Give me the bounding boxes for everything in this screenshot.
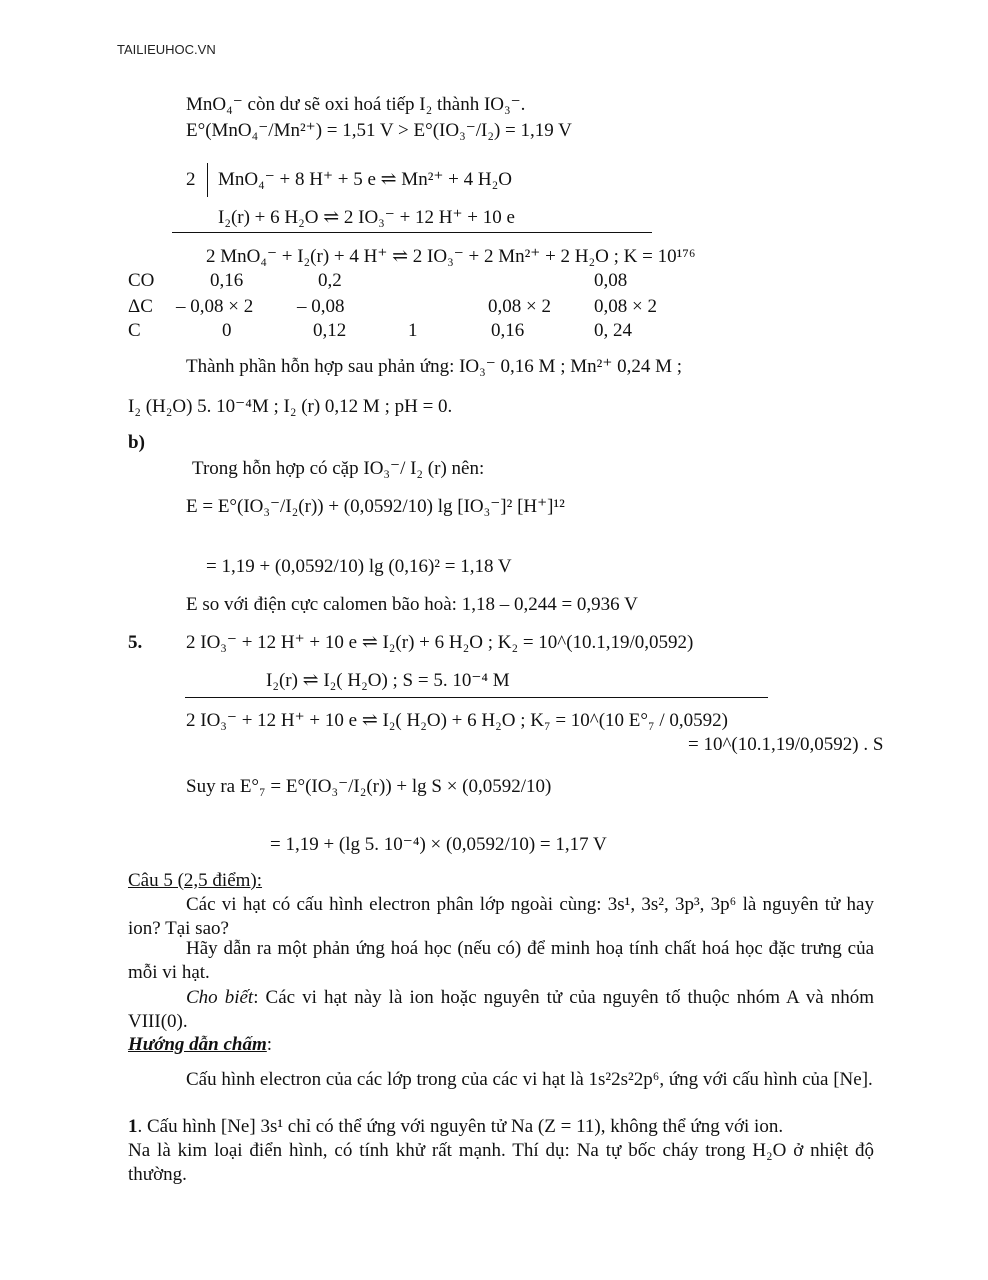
nernst-equation: E = E°(IO₃⁻/I₂(r)) + (0,0592/10) lg [IO₃⁻]² [H⁺]¹² bbox=[186, 496, 565, 517]
part-5-eq2: I₂(r) ⇌ I₂( H₂O) ; S = 5. 10⁻⁴ M bbox=[266, 670, 510, 691]
cell-dc-mno4: – 0,08 × 2 bbox=[176, 296, 254, 317]
cell-dc-io3: 0,08 × 2 bbox=[488, 296, 551, 317]
question-5-p1: Các vi hạt có cấu hình electron phân lớp ngoài cùng: 3s¹, 3s², 3p³, 3p⁶ là nguyên tử hay ion? Tại sao? bbox=[128, 894, 874, 939]
composition-line-1: Thành phần hỗn hợp sau phản ứng: IO₃⁻ 0,16 M ; Mn²⁺ 0,24 M ; bbox=[186, 356, 683, 377]
guide-heading bbox=[128, 1034, 272, 1056]
coefficient-bar bbox=[207, 163, 208, 197]
guide-p3: Na là kim loại điển hình, có tính khử rất mạnh. Thí dụ: Na tự bốc cháy trong H₂O ở nhiệt độ thường. bbox=[128, 1140, 874, 1185]
cell-c-io3: 0,16 bbox=[491, 320, 525, 341]
guide-item-number: 1 bbox=[128, 1116, 138, 1137]
cell-co-i2: 0,2 bbox=[318, 270, 342, 291]
cell-dc-i2: – 0,08 bbox=[297, 296, 345, 317]
calomel-comparison: E so với điện cực calomen bão hoà: 1,18 – 0,244 = 0,936 V bbox=[186, 594, 638, 615]
cell-c-i2: 0,12 bbox=[313, 320, 347, 341]
eq1-coefficient: 2 bbox=[186, 169, 196, 190]
cell-c-mno4: 0 bbox=[222, 320, 232, 341]
guide-p2 bbox=[128, 1115, 874, 1139]
part-b-label: b) bbox=[128, 432, 145, 453]
composition-line-2: I₂ (H₂O) 5. 10⁻⁴M ; I₂ (r) 0,12 M ; pH = 0. bbox=[128, 396, 453, 417]
part-b-intro: Trong hỗn hợp có cặp IO₃⁻/ I₂ (r) nên: bbox=[192, 458, 485, 479]
part-5-eq3: 2 IO₃⁻ + 12 H⁺ + 10 e ⇌ I₂( H₂O) + 6 H₂O ; K₇ = 10^(10 E°₇ / 0,0592) bbox=[186, 710, 728, 731]
question-5-p3 bbox=[128, 986, 874, 1034]
cell-co-mn: 0,08 bbox=[594, 270, 628, 291]
guide-colon: : bbox=[266, 1034, 273, 1055]
line-potentials: E°(MnO₄⁻/Mn²⁺) = 1,51 V > E°(IO₃⁻/I₂) = 1,19 V bbox=[186, 120, 572, 141]
cell-co-mno4: 0,16 bbox=[210, 270, 244, 291]
site-header: TAILIEUHOC.VN bbox=[117, 42, 216, 57]
cell-c-mn: 0, 24 bbox=[594, 320, 632, 341]
overall-equation: 2 MnO₄⁻ + I₂(r) + 4 H⁺ ⇌ 2 IO₃⁻ + 2 Mn²⁺ + 2 H₂O ; K = 10¹⁷⁶ bbox=[206, 246, 696, 267]
given-text: : Các vi hạt này là ion hoặc nguyên tử của nguyên tố thuộc nhóm A và nhóm VIII(0). bbox=[128, 987, 874, 1032]
question-5-p2: Hãy dẫn ra một phản ứng hoá học (nếu có) để minh hoạ tính chất hoá học đặc trưng của mỗi vi hạt. bbox=[128, 938, 874, 983]
row-label-c: C bbox=[128, 320, 141, 341]
sum-rule bbox=[172, 232, 652, 233]
guide-title: Hướng dẫn chấm bbox=[128, 1034, 267, 1055]
cell-c-h: 1 bbox=[408, 320, 418, 341]
half-equation-iodine: I₂(r) + 6 H₂O ⇌ 2 IO₃⁻ + 12 H⁺ + 10 e bbox=[218, 207, 515, 228]
half-equation-mno4: MnO₄⁻ + 8 H⁺ + 5 e ⇌ Mn²⁺ + 4 H₂O bbox=[218, 169, 512, 190]
suy-ra-line: Suy ra E°₇ = E°(IO₃⁻/I₂(r)) + lg S × (0,0592/10) bbox=[186, 776, 552, 797]
part-5-label: 5. bbox=[128, 632, 143, 653]
row-label-dc: ΔC bbox=[128, 296, 153, 317]
result-line: = 1,19 + (lg 5. 10⁻⁴) × (0,0592/10) = 1,17 V bbox=[270, 834, 607, 855]
guide-item-text: . Cấu hình [Ne] 3s¹ chỉ có thể ứng với nguyên tử Na (Z = 11), không thể ứng với ion. bbox=[137, 1116, 784, 1137]
question-5-title: Câu 5 (2,5 điểm): bbox=[128, 870, 263, 891]
line-mno4-excess: MnO₄⁻ còn dư sẽ oxi hoá tiếp I₂ thành IO₃⁻. bbox=[186, 94, 526, 115]
part-5-eq1: 2 IO₃⁻ + 12 H⁺ + 10 e ⇌ I₂(r) + 6 H₂O ; K₂ = 10^(10.1,19/0,0592) bbox=[186, 632, 694, 653]
part-5-eq3b: = 10^(10.1,19/0,0592) . S bbox=[688, 734, 884, 755]
guide-p1: Cấu hình electron của các lớp trong của các vi hạt là 1s²2s²2p⁶, ứng với cấu hình của [Ne]. bbox=[186, 1069, 873, 1090]
cell-dc-mn: 0,08 × 2 bbox=[594, 296, 657, 317]
sum-rule-5 bbox=[185, 697, 768, 698]
row-label-co: CO bbox=[128, 270, 155, 291]
given-label: Cho biết bbox=[186, 987, 254, 1008]
nernst-calculation: = 1,19 + (0,0592/10) lg (0,16)² = 1,18 V bbox=[206, 556, 512, 577]
